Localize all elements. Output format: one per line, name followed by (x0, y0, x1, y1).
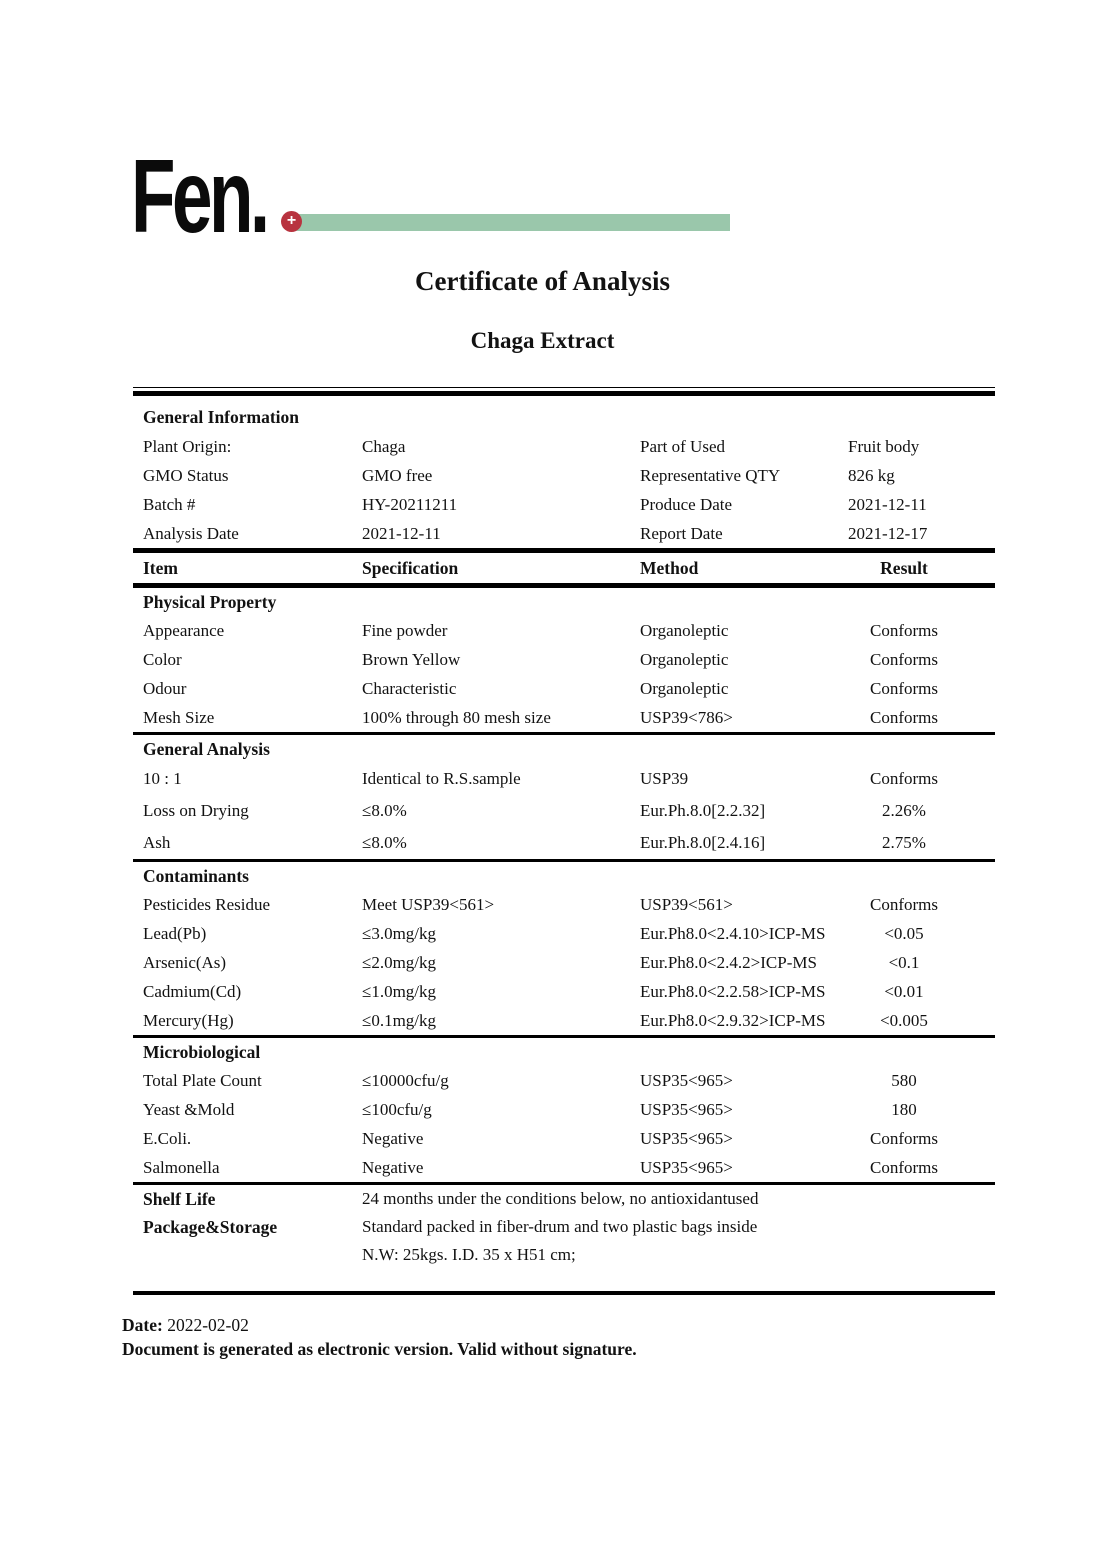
spec-cell: Negative (362, 1128, 424, 1148)
method-cell: Organoleptic (640, 649, 729, 669)
result-cell: 2.75% (882, 833, 926, 852)
shelf-life-label: Shelf Life (143, 1188, 216, 1209)
company-logo (131, 139, 751, 255)
plus-icon: + (281, 211, 302, 232)
table-header-row (133, 553, 995, 583)
table-row (133, 763, 995, 795)
info-value: GMO free (362, 465, 433, 485)
date-label: Date: (122, 1315, 163, 1335)
method-cell: Eur.Ph.8.0[2.4.16] (640, 833, 766, 852)
table-row (133, 977, 995, 1006)
item-cell: Pesticides Residue (143, 894, 271, 914)
section-heading-microbiological: Microbiological (143, 1041, 261, 1062)
spec-cell: ≤0.1mg/kg (362, 1010, 437, 1030)
info-row (133, 432, 995, 461)
date-value: 2022-02-02 (167, 1315, 249, 1335)
table-row (133, 1006, 995, 1035)
package-storage-row (133, 1241, 995, 1269)
info-row (133, 519, 995, 548)
info-label: Part of Used (640, 436, 725, 456)
table-row (133, 919, 995, 948)
info-value: 2021-12-11 (848, 494, 927, 514)
result-cell: Conforms (870, 649, 938, 669)
item-cell: Yeast &Mold (143, 1099, 235, 1119)
item-cell: Ash (143, 833, 171, 852)
method-cell: Eur.Ph8.0<2.4.10>ICP-MS (640, 923, 826, 943)
item-cell: Color (143, 649, 182, 669)
info-label: Produce Date (640, 494, 733, 514)
method-cell: USP35<965> (640, 1070, 733, 1090)
table-row (133, 890, 995, 919)
shelf-life-row (133, 1185, 995, 1213)
table-row (133, 703, 995, 732)
method-cell: Eur.Ph8.0<2.2.58>ICP-MS (640, 981, 826, 1001)
page-title: Certificate of Analysis (415, 266, 670, 296)
table-row (133, 616, 995, 645)
spec-cell: 100% through 80 mesh size (362, 707, 551, 727)
table-row (133, 795, 995, 827)
spec-cell: ≤3.0mg/kg (362, 923, 437, 943)
spec-cell: ≤8.0% (362, 801, 407, 820)
info-row (133, 461, 995, 490)
result-cell: Conforms (870, 1157, 938, 1177)
result-cell: 580 (891, 1070, 917, 1090)
method-cell: USP35<965> (640, 1157, 733, 1177)
info-label: Plant Origin: (143, 436, 232, 456)
item-cell: Cadmium(Cd) (143, 981, 242, 1001)
spec-cell: Characteristic (362, 678, 457, 698)
item-cell: 10 : 1 (143, 769, 182, 788)
package-storage-label: Package&Storage (143, 1216, 278, 1237)
info-label: GMO Status (143, 465, 229, 485)
section-heading-general-information: General Information (143, 407, 300, 427)
item-cell: Arsenic(As) (143, 952, 227, 972)
method-cell: USP39<561> (640, 894, 733, 914)
info-value: 2021-12-11 (362, 523, 441, 543)
table-row (133, 1153, 995, 1182)
method-cell: Eur.Ph8.0<2.4.2>ICP-MS (640, 952, 817, 972)
item-cell: Salmonella (143, 1157, 220, 1177)
info-label: Report Date (640, 523, 723, 543)
result-cell: 2.26% (882, 801, 926, 820)
date-line (122, 1313, 637, 1337)
result-cell: Conforms (870, 707, 938, 727)
item-cell: Loss on Drying (143, 801, 249, 820)
logo-wordmark: Fen. (131, 139, 267, 255)
package-storage-value: N.W: 25kgs. I.D. 35 x H51 cm; (362, 1245, 576, 1264)
table-row (133, 827, 995, 859)
spec-cell: Negative (362, 1157, 424, 1177)
document-footer (122, 1313, 637, 1361)
result-cell: <0.05 (884, 923, 924, 943)
info-value: Chaga (362, 436, 406, 456)
method-cell: Organoleptic (640, 678, 729, 698)
result-cell: Conforms (870, 769, 938, 788)
item-cell: Lead(Pb) (143, 923, 207, 943)
coa-table (133, 387, 995, 1295)
item-cell: Total Plate Count (143, 1070, 262, 1090)
section-heading-contaminants: Contaminants (143, 865, 249, 886)
table-row (133, 1066, 995, 1095)
method-cell: USP39 (640, 769, 689, 788)
method-cell: Eur.Ph8.0<2.9.32>ICP-MS (640, 1010, 826, 1030)
brand-bar (296, 214, 730, 231)
result-cell: Conforms (870, 894, 938, 914)
method-cell: USP35<965> (640, 1099, 733, 1119)
method-cell: Eur.Ph.8.0[2.2.32] (640, 801, 766, 820)
table-row (133, 948, 995, 977)
info-label: Representative QTY (640, 465, 781, 485)
table-row (133, 1124, 995, 1153)
section-heading-general-analysis: General Analysis (143, 738, 270, 759)
spec-cell: Fine powder (362, 620, 448, 640)
result-cell: <0.01 (884, 981, 924, 1001)
item-cell: Mercury(Hg) (143, 1010, 234, 1030)
product-name: Chaga Extract (470, 328, 615, 353)
result-cell: Conforms (870, 1128, 938, 1148)
spec-cell: ≤2.0mg/kg (362, 952, 437, 972)
info-value: Fruit body (848, 436, 920, 456)
info-value: 826 kg (848, 465, 895, 485)
table-row (133, 645, 995, 674)
divider (133, 1291, 995, 1295)
method-cell: Organoleptic (640, 620, 729, 640)
item-cell: Odour (143, 678, 187, 698)
item-cell: Appearance (143, 620, 225, 640)
table-row (133, 1095, 995, 1124)
spec-cell: ≤10000cfu/g (362, 1070, 449, 1090)
result-cell: Conforms (870, 678, 938, 698)
spec-cell: ≤1.0mg/kg (362, 981, 437, 1001)
table-row (133, 674, 995, 703)
package-storage-value: Standard packed in fiber-drum and two plastic bags inside (362, 1217, 758, 1236)
shelf-life-value: 24 months under the conditions below, no antioxidantused (362, 1189, 759, 1208)
result-cell: <0.1 (888, 952, 920, 972)
info-row (133, 490, 995, 519)
spec-cell: Identical to R.S.sample (362, 769, 521, 788)
method-cell: USP39<786> (640, 707, 733, 727)
validity-note: Document is generated as electronic version. Valid without signature. (122, 1339, 637, 1359)
item-cell: Mesh Size (143, 707, 215, 727)
info-value: 2021-12-17 (848, 523, 928, 543)
method-cell: USP35<965> (640, 1128, 733, 1148)
column-header-method: Method (640, 557, 699, 578)
spec-cell: Brown Yellow (362, 649, 461, 669)
info-label: Batch # (143, 494, 196, 514)
result-cell: 180 (891, 1099, 917, 1119)
info-label: Analysis Date (143, 523, 239, 543)
column-header-specification: Specification (362, 557, 459, 578)
spec-cell: ≤100cfu/g (362, 1099, 432, 1119)
package-storage-row (133, 1213, 995, 1241)
info-value: HY-20211211 (362, 494, 458, 514)
result-cell: Conforms (870, 620, 938, 640)
section-heading-physical-property: Physical Property (143, 591, 277, 612)
result-cell: <0.005 (880, 1010, 928, 1030)
item-cell: E.Coli. (143, 1128, 192, 1148)
column-header-result: Result (880, 557, 928, 578)
column-header-item: Item (143, 557, 178, 578)
spec-cell: ≤8.0% (362, 833, 407, 852)
spec-cell: Meet USP39<561> (362, 894, 495, 914)
